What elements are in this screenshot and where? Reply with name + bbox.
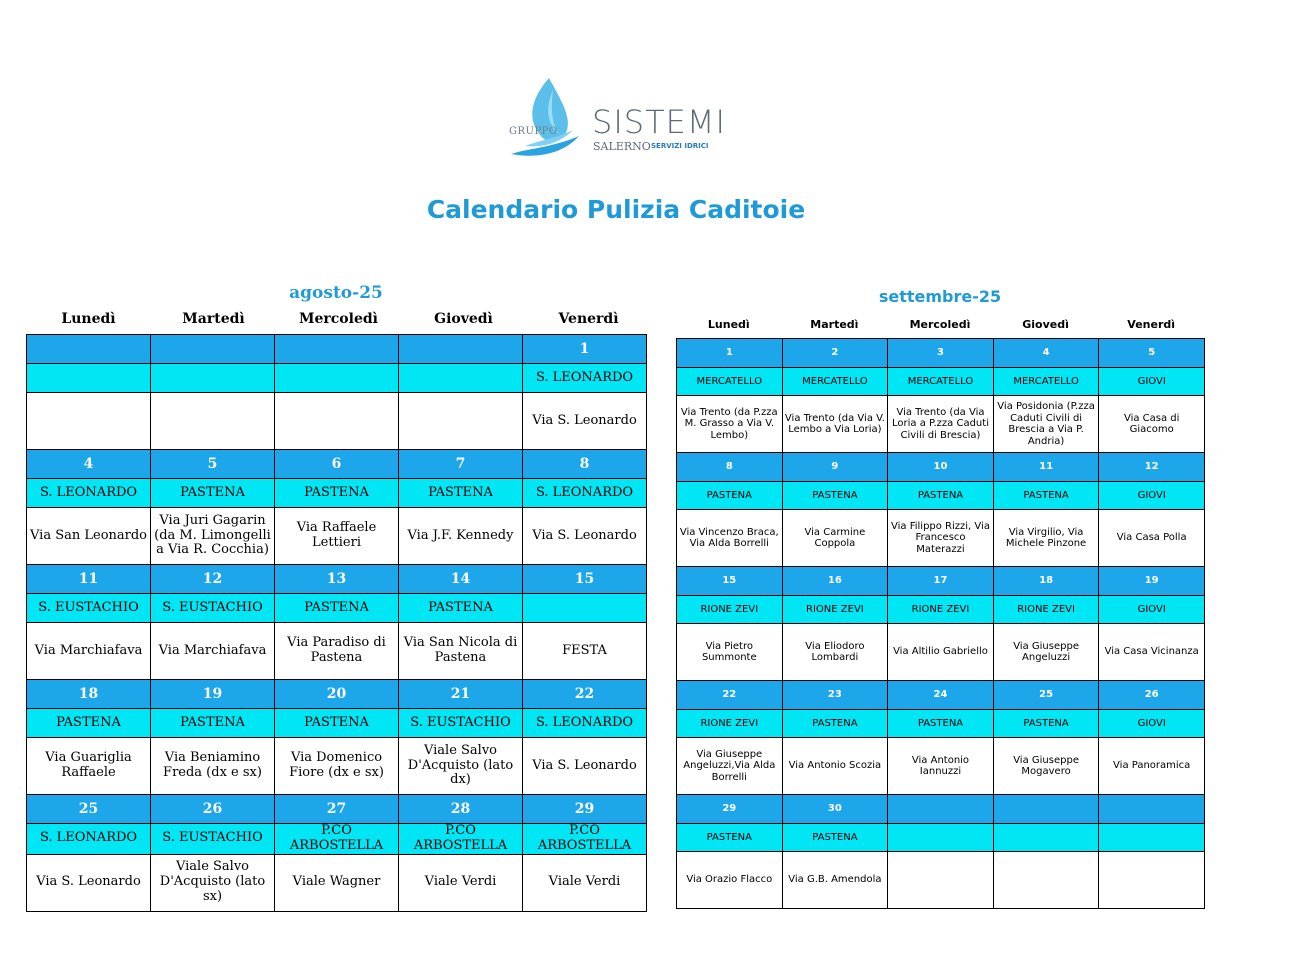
zone-cell: MERCATELLO xyxy=(888,368,994,396)
day-number-cell: 26 xyxy=(1099,681,1205,710)
day-number-cell xyxy=(888,795,994,824)
day-number-cell: 22 xyxy=(523,680,647,709)
street-cell: Via Giuseppe Angeluzzi xyxy=(993,624,1099,681)
street-cell: Via Trento (da Via Loria a P.zza Caduti Civili di Brescia) xyxy=(888,396,994,453)
week-5-streets-row xyxy=(677,852,1205,909)
street-cell: Via Casa Polla xyxy=(1099,510,1205,567)
zone-cell: S. EUSTACHIO xyxy=(27,594,151,623)
week-5-days-row xyxy=(677,795,1205,824)
street-cell: Via G.B. Amendola xyxy=(782,852,888,909)
street-cell: Via Panoramica xyxy=(1099,738,1205,795)
zone-cell: PASTENA xyxy=(275,594,399,623)
week-2-zones-row xyxy=(677,482,1205,510)
street-cell xyxy=(275,393,399,450)
day-number-cell xyxy=(27,335,151,364)
street-cell: Via Trento (da P.zza M. Grasso a Via V. Lembo) xyxy=(677,396,783,453)
weekday-label: Venerdì xyxy=(558,311,619,327)
zone-cell: S. LEONARDO xyxy=(523,479,647,508)
day-number-cell: 5 xyxy=(151,450,275,479)
week-1-zones-row xyxy=(27,364,647,393)
week-4-days-row xyxy=(27,680,647,709)
day-number-cell: 7 xyxy=(399,450,523,479)
day-number-cell: 27 xyxy=(275,795,399,824)
week-1-days-row xyxy=(27,335,647,364)
week-5-days-row xyxy=(27,795,647,824)
street-cell: Via Trento (da Via V. Lembo a Via Loria) xyxy=(782,396,888,453)
zone-cell: GIOVI xyxy=(1099,482,1205,510)
zone-cell: P.CO ARBOSTELLA xyxy=(275,824,399,855)
street-cell: Via Vincenzo Braca, Via Alda Borrelli xyxy=(677,510,783,567)
day-number-cell: 8 xyxy=(523,450,647,479)
street-cell xyxy=(993,852,1099,909)
day-number-cell: 23 xyxy=(782,681,888,710)
street-cell: Via Altilio Gabriello xyxy=(888,624,994,681)
logo-servizi-text: SERVIZI IDRICI xyxy=(651,142,709,150)
street-cell xyxy=(399,393,523,450)
day-number-cell: 20 xyxy=(275,680,399,709)
street-cell: Via Eliodoro Lombardi xyxy=(782,624,888,681)
week-1-zones-row xyxy=(677,368,1205,396)
street-cell: Via Marchiafava xyxy=(151,623,275,680)
weekday-label: Giovedì xyxy=(434,311,493,327)
street-cell: Via Giuseppe Mogavero xyxy=(993,738,1099,795)
week-5-zones-row xyxy=(27,824,647,855)
week-1-streets-row xyxy=(677,396,1205,453)
day-number-cell: 18 xyxy=(27,680,151,709)
day-number-cell: 11 xyxy=(27,565,151,594)
street-cell xyxy=(888,852,994,909)
street-cell: Via Marchiafava xyxy=(27,623,151,680)
zone-cell: GIOVI xyxy=(1099,710,1205,738)
weekday-label: Giovedì xyxy=(1022,318,1069,331)
zone-cell: S. EUSTACHIO xyxy=(151,594,275,623)
zone-cell xyxy=(1099,824,1205,852)
zone-cell: PASTENA xyxy=(677,824,783,852)
day-number-cell: 14 xyxy=(399,565,523,594)
day-number-cell xyxy=(151,335,275,364)
street-cell: Via Filippo Rizzi, Via Francesco Materazzi xyxy=(888,510,994,567)
street-cell: Via Casa Vicinanza xyxy=(1099,624,1205,681)
zone-cell: P.CO ARBOSTELLA xyxy=(523,824,647,855)
zone-cell xyxy=(888,824,994,852)
company-logo xyxy=(505,76,745,166)
zone-cell: GIOVI xyxy=(1099,596,1205,624)
logo-gruppo-text: GRUPPO xyxy=(509,126,558,137)
zone-cell: PASTENA xyxy=(782,824,888,852)
day-number-cell: 4 xyxy=(993,339,1099,368)
week-3-zones-row xyxy=(677,596,1205,624)
week-4-zones-row xyxy=(677,710,1205,738)
street-cell: Via Virgilio, Via Michele Pinzone xyxy=(993,510,1099,567)
zone-cell: S. LEONARDO xyxy=(27,824,151,855)
september-title: settembre-25 xyxy=(878,287,1002,306)
zone-cell: PASTENA xyxy=(782,710,888,738)
day-number-cell: 18 xyxy=(993,567,1099,596)
zone-cell: PASTENA xyxy=(888,482,994,510)
week-1-days-row xyxy=(677,339,1205,368)
street-cell: Via Orazio Flacco xyxy=(677,852,783,909)
street-cell: Viale Salvo D'Acquisto (lato dx) xyxy=(399,738,523,795)
zone-cell: RIONE ZEVI xyxy=(782,596,888,624)
september-calendar-table xyxy=(676,338,1205,909)
zone-cell: PASTENA xyxy=(993,710,1099,738)
week-2-zones-row xyxy=(27,479,647,508)
zone-cell: S. LEONARDO xyxy=(27,479,151,508)
zone-cell: P.CO ARBOSTELLA xyxy=(399,824,523,855)
day-number-cell: 29 xyxy=(677,795,783,824)
day-number-cell: 5 xyxy=(1099,339,1205,368)
day-number-cell: 12 xyxy=(151,565,275,594)
zone-cell: PASTENA xyxy=(399,479,523,508)
street-cell: Via Antonio Scozia xyxy=(782,738,888,795)
day-number-cell: 21 xyxy=(399,680,523,709)
day-number-cell xyxy=(275,335,399,364)
day-number-cell: 17 xyxy=(888,567,994,596)
street-cell: Via J.F. Kennedy xyxy=(399,508,523,565)
zone-cell: PASTENA xyxy=(888,710,994,738)
day-number-cell: 16 xyxy=(782,567,888,596)
day-number-cell: 19 xyxy=(1099,567,1205,596)
street-cell: Via S. Leonardo xyxy=(523,738,647,795)
week-2-streets-row xyxy=(677,510,1205,567)
zone-cell: RIONE ZEVI xyxy=(677,710,783,738)
street-cell: Via Posidonia (P.zza Caduti Civili di Brescia a Via P. Andria) xyxy=(993,396,1099,453)
zone-cell: RIONE ZEVI xyxy=(993,596,1099,624)
week-2-days-row xyxy=(27,450,647,479)
street-cell: Via Beniamino Freda (dx e sx) xyxy=(151,738,275,795)
weekday-label: Lunedì xyxy=(61,311,116,327)
zone-cell: MERCATELLO xyxy=(677,368,783,396)
day-number-cell: 13 xyxy=(275,565,399,594)
weekday-label: Lunedì xyxy=(707,318,750,331)
day-number-cell: 6 xyxy=(275,450,399,479)
zone-cell: PASTENA xyxy=(27,709,151,738)
street-cell: Via Giuseppe Angeluzzi,Via Alda Borrelli xyxy=(677,738,783,795)
street-cell: Via Juri Gagarin (da M. Limongelli a Via R. Cocchia) xyxy=(151,508,275,565)
zone-cell: RIONE ZEVI xyxy=(677,596,783,624)
street-cell: Via Guariglia Raffaele xyxy=(27,738,151,795)
week-3-streets-row xyxy=(677,624,1205,681)
day-number-cell: 30 xyxy=(782,795,888,824)
august-calendar-table xyxy=(26,334,647,912)
zone-cell xyxy=(523,594,647,623)
day-number-cell: 10 xyxy=(888,453,994,482)
week-5-zones-row xyxy=(677,824,1205,852)
week-5-streets-row xyxy=(27,854,647,911)
day-number-cell: 1 xyxy=(523,335,647,364)
street-cell: FESTA xyxy=(523,623,647,680)
street-cell: Via S. Leonardo xyxy=(27,854,151,911)
zone-cell: MERCATELLO xyxy=(782,368,888,396)
street-cell: Viale Salvo D'Acquisto (lato sx) xyxy=(151,854,275,911)
day-number-cell: 25 xyxy=(27,795,151,824)
day-number-cell: 15 xyxy=(677,567,783,596)
day-number-cell: 28 xyxy=(399,795,523,824)
weekday-label: Martedì xyxy=(182,311,245,327)
zone-cell: S. LEONARDO xyxy=(523,709,647,738)
zone-cell xyxy=(151,364,275,393)
zone-cell xyxy=(27,364,151,393)
water-drop-logo-icon xyxy=(505,76,595,166)
day-number-cell: 24 xyxy=(888,681,994,710)
day-number-cell: 1 xyxy=(677,339,783,368)
zone-cell xyxy=(993,824,1099,852)
week-1-streets-row xyxy=(27,393,647,450)
day-number-cell: 3 xyxy=(888,339,994,368)
day-number-cell: 12 xyxy=(1099,453,1205,482)
week-4-streets-row xyxy=(677,738,1205,795)
street-cell: Via S. Leonardo xyxy=(523,508,647,565)
week-3-days-row xyxy=(677,567,1205,596)
zone-cell: PASTENA xyxy=(151,479,275,508)
street-cell: Via Carmine Coppola xyxy=(782,510,888,567)
day-number-cell: 9 xyxy=(782,453,888,482)
zone-cell: MERCATELLO xyxy=(993,368,1099,396)
zone-cell: S. EUSTACHIO xyxy=(151,824,275,855)
street-cell: Via Casa di Giacomo xyxy=(1099,396,1205,453)
zone-cell xyxy=(399,364,523,393)
logo-name-text: SISTEMI xyxy=(592,103,726,141)
street-cell: Via San Leonardo xyxy=(27,508,151,565)
street-cell xyxy=(27,393,151,450)
logo-salerno-text: SALERNO xyxy=(593,140,651,153)
zone-cell: GIOVI xyxy=(1099,368,1205,396)
zone-cell: PASTENA xyxy=(399,594,523,623)
day-number-cell: 25 xyxy=(993,681,1099,710)
weekday-label: Mercoledì xyxy=(299,311,378,327)
street-cell: Viale Verdi xyxy=(523,854,647,911)
zone-cell: RIONE ZEVI xyxy=(888,596,994,624)
day-number-cell xyxy=(1099,795,1205,824)
zone-cell xyxy=(275,364,399,393)
week-2-days-row xyxy=(677,453,1205,482)
zone-cell: PASTENA xyxy=(275,479,399,508)
august-title: agosto-25 xyxy=(289,283,383,303)
zone-cell: PASTENA xyxy=(151,709,275,738)
day-number-cell: 2 xyxy=(782,339,888,368)
zone-cell: PASTENA xyxy=(993,482,1099,510)
august-weekday-header xyxy=(26,311,651,327)
weekday-label: Mercoledì xyxy=(909,318,971,331)
zone-cell: PASTENA xyxy=(275,709,399,738)
street-cell: Viale Verdi xyxy=(399,854,523,911)
week-3-days-row xyxy=(27,565,647,594)
day-number-cell: 26 xyxy=(151,795,275,824)
week-4-zones-row xyxy=(27,709,647,738)
weekday-label: Martedì xyxy=(810,318,859,331)
zone-cell: PASTENA xyxy=(677,482,783,510)
week-4-streets-row xyxy=(27,738,647,795)
weekday-label: Venerdì xyxy=(1127,318,1176,331)
street-cell: Via Raffaele Lettieri xyxy=(275,508,399,565)
zone-cell: PASTENA xyxy=(782,482,888,510)
day-number-cell: 4 xyxy=(27,450,151,479)
zone-cell: S. EUSTACHIO xyxy=(399,709,523,738)
week-4-days-row xyxy=(677,681,1205,710)
day-number-cell: 8 xyxy=(677,453,783,482)
day-number-cell: 22 xyxy=(677,681,783,710)
day-number-cell xyxy=(399,335,523,364)
week-2-streets-row xyxy=(27,508,647,565)
street-cell: Via San Nicola di Pastena xyxy=(399,623,523,680)
day-number-cell: 19 xyxy=(151,680,275,709)
street-cell xyxy=(1099,852,1205,909)
day-number-cell: 11 xyxy=(993,453,1099,482)
street-cell xyxy=(151,393,275,450)
september-weekday-header xyxy=(676,318,1204,331)
zone-cell: S. LEONARDO xyxy=(523,364,647,393)
page-title: Calendario Pulizia Caditoie xyxy=(426,195,806,224)
street-cell: Via Domenico Fiore (dx e sx) xyxy=(275,738,399,795)
day-number-cell: 15 xyxy=(523,565,647,594)
street-cell: Via Antonio Iannuzzi xyxy=(888,738,994,795)
street-cell: Via Paradiso di Pastena xyxy=(275,623,399,680)
day-number-cell xyxy=(993,795,1099,824)
week-3-zones-row xyxy=(27,594,647,623)
day-number-cell: 29 xyxy=(523,795,647,824)
street-cell: Via S. Leonardo xyxy=(523,393,647,450)
week-3-streets-row xyxy=(27,623,647,680)
street-cell: Viale Wagner xyxy=(275,854,399,911)
street-cell: Via Pietro Summonte xyxy=(677,624,783,681)
